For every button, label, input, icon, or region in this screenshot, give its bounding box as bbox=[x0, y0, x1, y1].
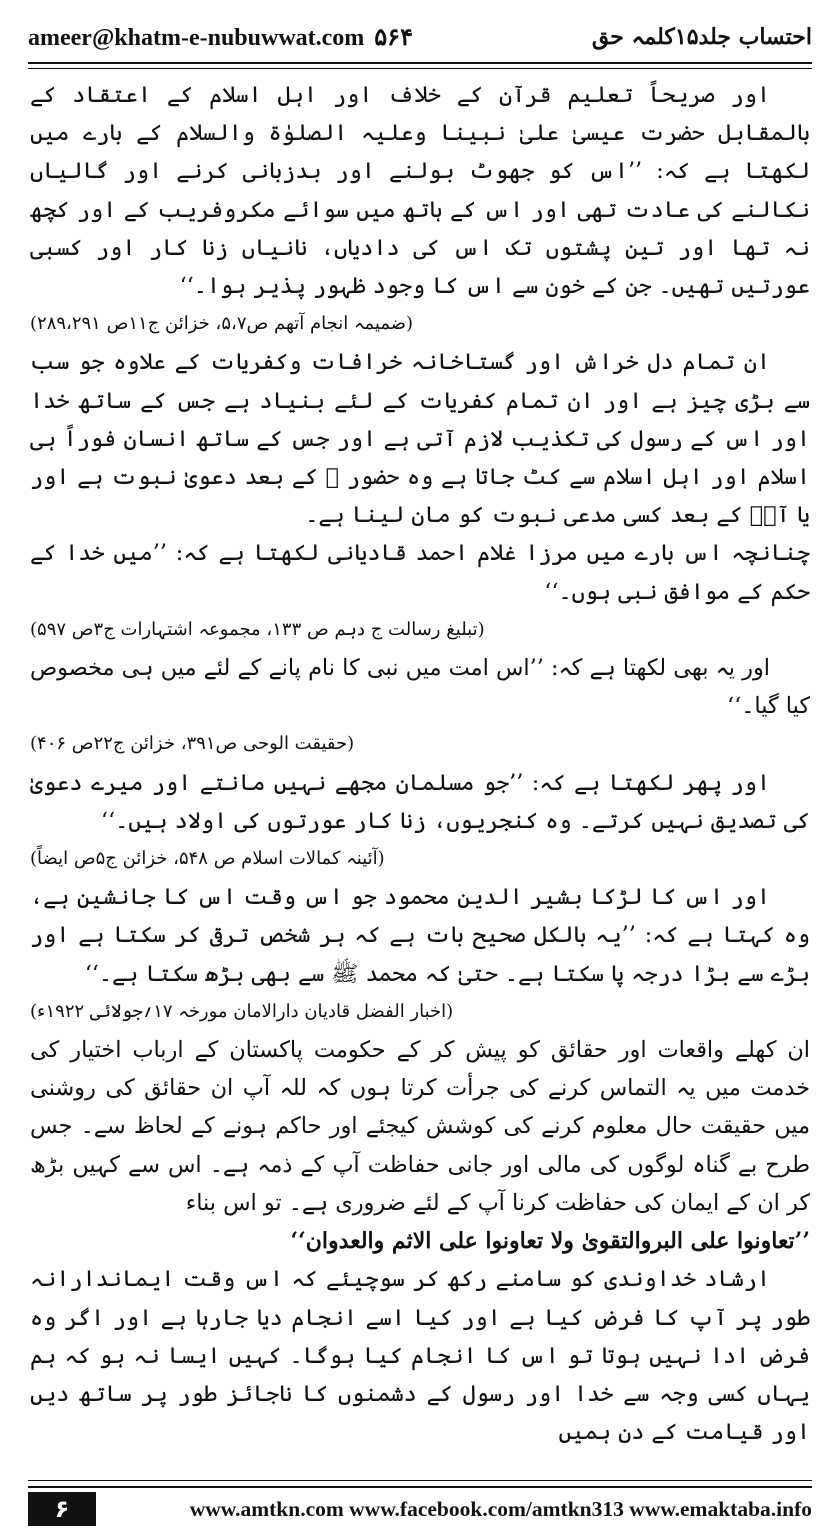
quranic-verse: ’’تعاونوا علی البروالتقویٰ ولا تعاونوا علی الاثم والعدوان‘‘ bbox=[290, 1228, 810, 1255]
paragraph-8: ارشاد خداوندی کو سامنے رکھ کر سوچیئے کہ اس وقت ایماندارانہ طور پر آپ کا فرض کیا ہے اور کیا اسے انجام دیا جارہا ہے اور اگر وہ فرض ادا نہیں ہوتا تو اس کا انجام کیا ہوگا۔ کہیں ایسا نہ ہو کہ ہم یہاں کسی وجہ سے خدا اور رسول کے دشمنوں کا ناجائز طور پر ساتھ دیں اور قیامت کے دن ہمیں bbox=[30, 1266, 810, 1446]
header-page-number: ۵۶۴ bbox=[374, 24, 413, 51]
page-body bbox=[30, 76, 810, 1466]
paragraph-6: اور اس کا لڑکا بشیر الدین محمود جو اس وقت اس کا جانشین ہے، وہ کہتا ہے کہ: ’’یہ بالکل صحیح بات ہے کہ ہر شخص ترقی کر سکتا ہے اور بڑے سے بڑا درجہ پا سکتا ہے۔ حتیٰ کہ محمد ﷺ سے بھی بڑھ سکتا ہے۔‘‘ bbox=[30, 884, 810, 987]
page-header bbox=[28, 18, 812, 56]
header-book-title: احتساب جلد۱۵کلمہ حق bbox=[591, 24, 812, 50]
reference-4: (آئینہ کمالات اسلام ص ۵۴۸، خزائن ج۵ص ایضاً) bbox=[30, 848, 385, 870]
paragraph-7: ان کھلے واقعات اور حقائق کو پیش کر کے حکومت پاکستان کے ارباب اختیار کی خدمت میں یہ التماس کرنے کی جرأت کرتا ہوں کہ للہ آپ ان حقائق کی روشنی میں حقیقت حال معلوم کرنے کی کوشش کیجئے اور حاکم ہونے کے لحاظ سے۔ جس طرح بے گناہ لوگوں کی مالی اور جانی حفاظت آپ کے ذمہ ہے۔ اس سے کہیں بڑھ کر ان کے ایمان کی حفاظت کرنا آپ کے لئے ضروری ہے۔ تو اس بناء bbox=[30, 1037, 810, 1216]
paragraph-5: اور پھر لکھتا ہے کہ: ’’جو مسلمان مجھے نہیں مانتے اور میرے دعویٰ کی تصدیق نہیں کرتے۔ وہ کنجریوں، زنا کار عورتوں کی اولاد ہیں۔‘‘ bbox=[30, 769, 810, 834]
header-email: ameer@khatm-e-nubuwwat.com bbox=[28, 24, 365, 51]
page-footer bbox=[28, 1492, 812, 1526]
header-rule bbox=[28, 62, 812, 64]
reference-2: (تبلیغ رسالت ج دہم ص ۱۳۳، مجموعہ اشتہارات ج۳ص ۵۹۷) bbox=[30, 618, 485, 640]
footer-rule-thin bbox=[28, 1480, 812, 1481]
paragraph-1: اور صریحاً تعلیم قرآن کے خلاف اور اہل اسلام کے اعتقاد کے بالمقابل حضرت عیسیٰ علیٰ نبینا وعلیہ الصلوٰۃ والسلام کے بارے میں لکھتا ہے کہ: ’’اس کو جھوٹ بولنے اور بدزبانی کرنے اور گالیاں نکالنے کی عادت تھی اور اس کے ہاتھ میں سوائے مکروفریب کے اور کچھ نہ تھا اور تین پشتوں تک اس کی دادیاں، نانیاں زنا کار اور کسبی عورتیں تھیں۔ جن کے خون سے اس کا وجود ظہور پذیر ہوا۔‘‘ bbox=[30, 82, 810, 300]
paragraph-4: اور یہ بھی لکھتا ہے کہ: ’’اس امت میں نبی کا نام پانے کے لئے میں ہی مخصوص کیا گیا۔‘‘ bbox=[30, 655, 810, 720]
footer-rule bbox=[28, 1486, 812, 1488]
paragraph-2: ان تمام دل خراش اور گستاخانہ خرافات وکفریات کے علاوہ جو سب سے بڑی چیز ہے اور ان تمام کفریات کے لئے بنیاد ہے جس کے ساتھ خدا اور اس کے رسول کی تکذیب لازم آتی ہے اور جس کے ساتھ انسان فوراً ہی اسلام اور اہل اسلام سے کٹ جاتا ہے وہ حضور ﷺ کے بعد دعویٰ نبوت ہے اور یا آپؐ کے بعد کسی مدعی نبوت کو مان لینا ہے۔ bbox=[30, 349, 810, 529]
reference-3: (حقیقت الوحی ص۳۹۱، خزائن ج۲۲ص ۴۰۶) bbox=[30, 733, 355, 755]
paragraph-3: چنانچہ اس بارے میں مرزا غلام احمد قادیانی لکھتا ہے کہ: ’’میں خدا کے حکم کے موافق نبی ہوں۔‘‘ bbox=[30, 540, 810, 605]
header-left bbox=[28, 23, 413, 52]
reference-5: (اخبار الفضل قادیان دارالامان مورخہ ۱۷؍جولائی ۱۹۲۲ء) bbox=[30, 1000, 454, 1022]
footer-page-number: ۶ bbox=[28, 1492, 96, 1526]
reference-1: (ضمیمہ انجام آتھم ص۵،۷، خزائن ج۱۱ص ۲۸۹،۲۹۱) bbox=[30, 313, 414, 335]
header-rule-thin bbox=[28, 68, 812, 69]
footer-links: www.amtkn.com www.facebook.com/amtkn313 www.emaktaba.info bbox=[189, 1496, 812, 1521]
